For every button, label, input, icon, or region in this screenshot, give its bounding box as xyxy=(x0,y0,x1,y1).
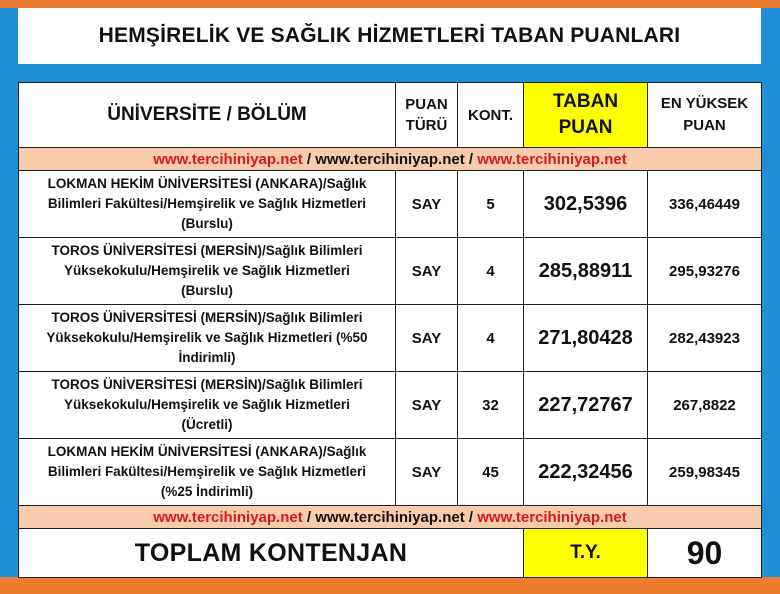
site-link[interactable]: www.tercihiniyap.net xyxy=(477,508,627,526)
footer-row xyxy=(19,529,762,578)
program-name-line: (Burslu) xyxy=(181,283,233,298)
program-name-line: Yüksekokulu/Hemşirelik ve Sağlık Hizmetleri xyxy=(64,397,350,412)
puan-turu-cell: SAY xyxy=(396,439,458,506)
program-name-line: TOROS ÜNİVERSİTESİ (MERSİN)/Sağlık Bilimleri xyxy=(51,310,363,325)
link-banner-row-top xyxy=(19,148,762,171)
taban-puan-cell: 271,80428 xyxy=(524,305,648,372)
program-name-line: Yüksekokulu/Hemşirelik ve Sağlık Hizmetleri (%50 xyxy=(46,330,368,345)
header-puan-turu-line2: TÜRÜ xyxy=(405,117,448,134)
header-en-yuksek xyxy=(648,83,762,148)
program-name-cell xyxy=(19,372,396,439)
program-name-cell xyxy=(19,238,396,305)
program-name-line: (Burslu) xyxy=(181,216,233,231)
program-name-cell xyxy=(19,439,396,506)
score-panel xyxy=(18,8,761,577)
title-divider-strip xyxy=(18,64,761,82)
kontenjan-cell: 45 xyxy=(458,439,524,506)
site-link[interactable]: www.tercihiniyap.net xyxy=(477,150,627,168)
program-name-line: (%25 İndirimli) xyxy=(160,484,254,499)
bottom-orange-bar xyxy=(0,577,780,594)
score-table xyxy=(18,82,762,578)
table-row xyxy=(19,305,762,372)
program-name-line: Bilimleri Fakültesi/Hemşirelik ve Sağlık Hizmetleri xyxy=(47,464,367,479)
kontenjan-cell: 4 xyxy=(458,305,524,372)
puan-turu-cell: SAY xyxy=(396,372,458,439)
table-row xyxy=(19,171,762,238)
header-kontenjan: KONT. xyxy=(458,83,524,148)
page-title: HEMŞİRELİK VE SAĞLIK HİZMETLERİ TABAN PUANLARI xyxy=(98,24,681,47)
header-universite: ÜNİVERSİTE / BÖLÜM xyxy=(19,83,396,148)
header-taban-puan xyxy=(524,83,648,148)
taban-puan-cell: 227,72767 xyxy=(524,372,648,439)
link-separator: / xyxy=(302,508,316,526)
kontenjan-cell: 5 xyxy=(458,171,524,238)
total-quota-value: 90 xyxy=(648,529,762,578)
header-taban-line2: PUAN xyxy=(558,117,613,138)
link-banner-top xyxy=(19,148,762,171)
program-name-cell xyxy=(19,305,396,372)
program-name-line: LOKMAN HEKİM ÜNİVERSİTESİ (ANKARA)/Sağlık xyxy=(47,176,367,191)
site-link[interactable]: www.tercihiniyap.net xyxy=(315,150,465,168)
en-yuksek-cell: 267,8822 xyxy=(648,372,762,439)
table-row xyxy=(19,372,762,439)
taban-puan-cell: 222,32456 xyxy=(524,439,648,506)
header-puan-turu xyxy=(396,83,458,148)
program-name-cell xyxy=(19,171,396,238)
program-name-line: Bilimleri Fakültesi/Hemşirelik ve Sağlık Hizmetleri xyxy=(47,196,367,211)
taban-puan-cell: 285,88911 xyxy=(524,238,648,305)
total-quota-label: TOPLAM KONTENJAN xyxy=(19,529,524,578)
header-taban-line1: TABAN xyxy=(552,91,619,112)
en-yuksek-cell: 282,43923 xyxy=(648,305,762,372)
kontenjan-cell: 32 xyxy=(458,372,524,439)
program-name-line: TOROS ÜNİVERSİTESİ (MERSİN)/Sağlık Bilimleri xyxy=(51,377,363,392)
taban-puan-cell: 302,5396 xyxy=(524,171,648,238)
en-yuksek-cell: 336,46449 xyxy=(648,171,762,238)
en-yuksek-cell: 259,98345 xyxy=(648,439,762,506)
header-en-yuksek-line1: EN YÜKSEK xyxy=(660,95,749,112)
program-name-line: İndirimli) xyxy=(178,350,236,365)
en-yuksek-cell: 295,93276 xyxy=(648,238,762,305)
top-orange-bar xyxy=(0,0,780,8)
puan-turu-cell: SAY xyxy=(396,305,458,372)
link-separator: / xyxy=(464,508,478,526)
program-name-line: LOKMAN HEKİM ÜNİVERSİTESİ (ANKARA)/Sağlık xyxy=(47,444,367,459)
link-banner-row-bottom xyxy=(19,506,762,529)
program-name-line: (Ücretli) xyxy=(181,417,233,432)
ty-badge: T.Y. xyxy=(524,529,648,578)
table-row xyxy=(19,439,762,506)
kontenjan-cell: 4 xyxy=(458,238,524,305)
link-separator: / xyxy=(302,150,316,168)
site-link[interactable]: www.tercihiniyap.net xyxy=(153,150,303,168)
site-link[interactable]: www.tercihiniyap.net xyxy=(153,508,303,526)
puan-turu-cell: SAY xyxy=(396,238,458,305)
link-separator: / xyxy=(464,150,478,168)
header-row xyxy=(19,83,762,148)
table-row xyxy=(19,238,762,305)
program-name-line: Yüksekokulu/Hemşirelik ve Sağlık Hizmetleri xyxy=(64,263,350,278)
link-banner-bottom xyxy=(19,506,762,529)
site-link[interactable]: www.tercihiniyap.net xyxy=(315,508,465,526)
puan-turu-cell: SAY xyxy=(396,171,458,238)
program-name-line: TOROS ÜNİVERSİTESİ (MERSİN)/Sağlık Bilimleri xyxy=(51,243,363,258)
header-en-yuksek-line2: PUAN xyxy=(683,117,726,134)
header-puan-turu-line1: PUAN xyxy=(405,96,448,113)
